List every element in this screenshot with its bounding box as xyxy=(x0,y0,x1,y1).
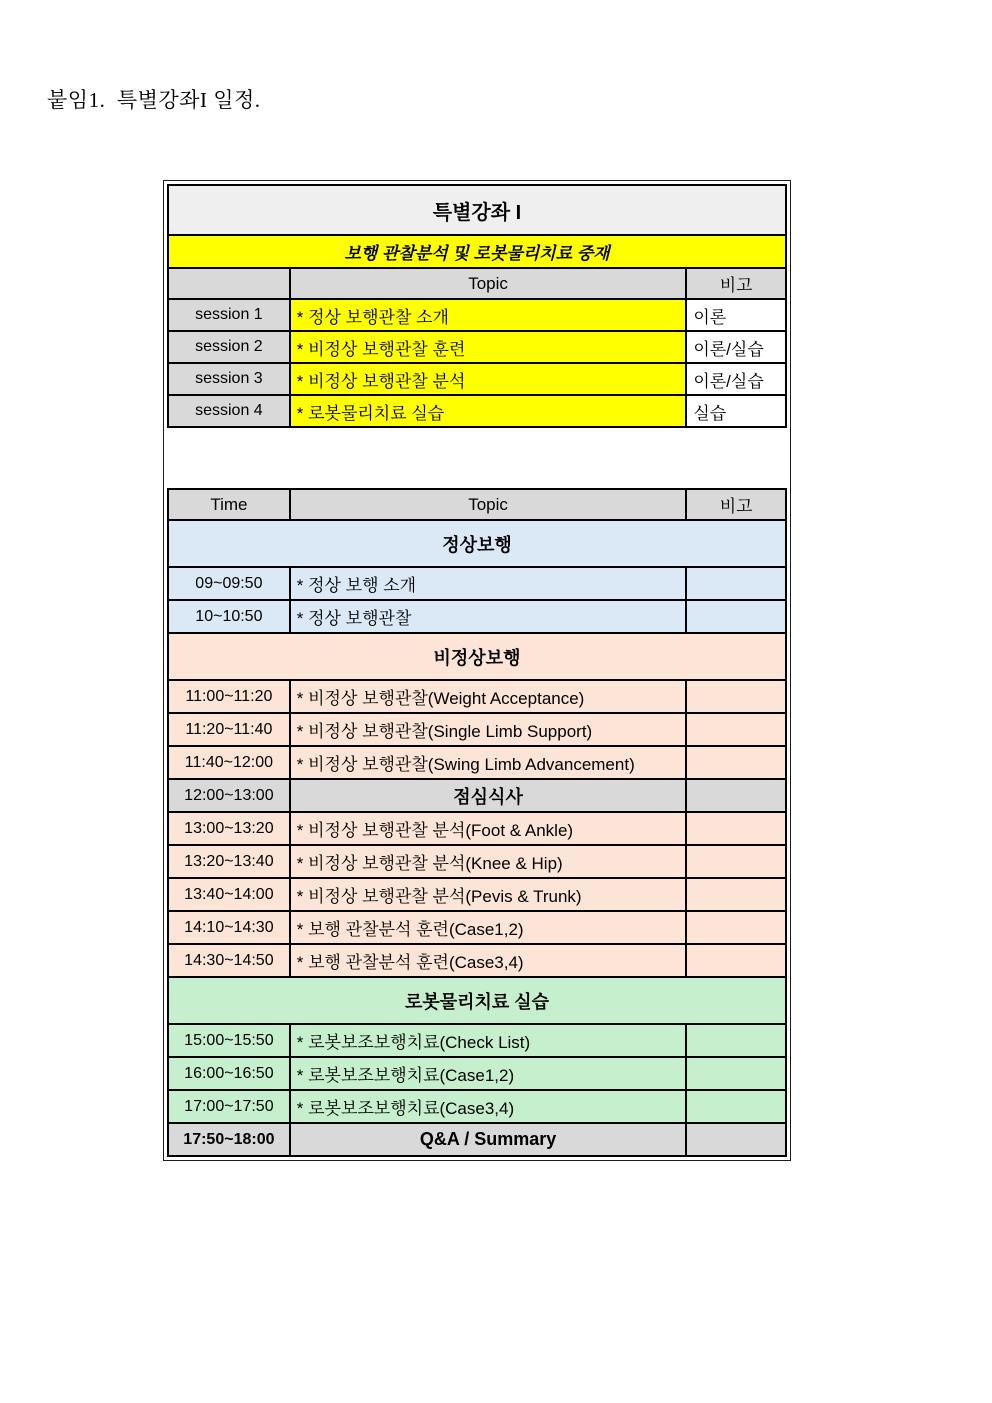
note-cell xyxy=(686,779,786,812)
timetable-row xyxy=(168,680,786,713)
note-cell xyxy=(686,713,786,746)
time-cell: 14:10~14:30 xyxy=(168,911,290,944)
section-row xyxy=(168,633,786,680)
session-note-cell: 실습 xyxy=(686,395,786,427)
session-topic-cell: * 로봇물리치료 실습 xyxy=(290,395,687,427)
time-cell: 11:20~11:40 xyxy=(168,713,290,746)
topic-cell: * 로봇보조보행치료(Case1,2) xyxy=(290,1057,687,1090)
timetable xyxy=(167,488,787,1157)
header-note: 비고 xyxy=(686,489,786,520)
time-cell: 17:50~18:00 xyxy=(168,1123,290,1156)
session-label-cell: session 4 xyxy=(168,395,290,427)
note-cell xyxy=(686,845,786,878)
timetable-row xyxy=(168,812,786,845)
section-row xyxy=(168,977,786,1024)
time-cell: 14:30~14:50 xyxy=(168,944,290,977)
session-row xyxy=(168,299,786,331)
time-cell: 17:00~17:50 xyxy=(168,1090,290,1123)
course-header-row xyxy=(168,268,786,299)
section-title-cell: 정상보행 xyxy=(168,520,786,567)
note-cell xyxy=(686,1123,786,1156)
course-subtitle: 보행 관찰분석 및 로봇물리치료 중재 xyxy=(168,235,786,268)
header-time: Time xyxy=(168,489,290,520)
timetable-row xyxy=(168,567,786,600)
note-cell xyxy=(686,878,786,911)
timetable-row xyxy=(168,600,786,633)
topic-cell: * 비정상 보행관찰(Swing Limb Advancement) xyxy=(290,746,687,779)
note-cell xyxy=(686,680,786,713)
session-row xyxy=(168,331,786,363)
section-row xyxy=(168,520,786,567)
break-label-cell: Q&A / Summary xyxy=(290,1123,687,1156)
topic-cell: * 보행 관찰분석 훈련(Case1,2) xyxy=(290,911,687,944)
page-title: 붙임1. 특별강좌I 일정. xyxy=(47,88,261,112)
timetable-row xyxy=(168,911,786,944)
break-label-cell: 점심식사 xyxy=(290,779,687,812)
section-title-cell: 비정상보행 xyxy=(168,633,786,680)
note-cell xyxy=(686,1024,786,1057)
topic-cell: * 비정상 보행관찰(Weight Acceptance) xyxy=(290,680,687,713)
timetable-row xyxy=(168,1090,786,1123)
time-cell: 16:00~16:50 xyxy=(168,1057,290,1090)
session-label-cell: session 1 xyxy=(168,299,290,331)
session-note-cell: 이론/실습 xyxy=(686,331,786,363)
timetable-row xyxy=(168,746,786,779)
session-label-cell: session 3 xyxy=(168,363,290,395)
timetable-row xyxy=(168,713,786,746)
topic-cell: * 보행 관찰분석 훈련(Case3,4) xyxy=(290,944,687,977)
time-cell: 11:40~12:00 xyxy=(168,746,290,779)
time-cell: 12:00~13:00 xyxy=(168,779,290,812)
break-row xyxy=(168,1123,786,1156)
header-note: 비고 xyxy=(686,268,786,299)
session-note-cell: 이론 xyxy=(686,299,786,331)
header-topic: Topic xyxy=(290,489,687,520)
note-cell xyxy=(686,746,786,779)
timetable-row xyxy=(168,1057,786,1090)
header-session xyxy=(168,268,290,299)
topic-cell: * 정상 보행관찰 xyxy=(290,600,687,633)
session-topic-cell: * 비정상 보행관찰 분석 xyxy=(290,363,687,395)
header-topic: Topic xyxy=(290,268,687,299)
time-cell: 13:00~13:20 xyxy=(168,812,290,845)
course-overview-table xyxy=(167,184,787,428)
note-cell xyxy=(686,1090,786,1123)
note-cell xyxy=(686,600,786,633)
session-label-cell: session 2 xyxy=(168,331,290,363)
course-title-row xyxy=(168,185,786,235)
note-cell xyxy=(686,911,786,944)
break-row xyxy=(168,779,786,812)
time-cell: 11:00~11:20 xyxy=(168,680,290,713)
time-cell: 09~09:50 xyxy=(168,567,290,600)
timetable-header-row xyxy=(168,489,786,520)
session-note-cell: 이론/실습 xyxy=(686,363,786,395)
topic-cell: * 비정상 보행관찰(Single Limb Support) xyxy=(290,713,687,746)
timetable-row xyxy=(168,845,786,878)
session-row xyxy=(168,395,786,427)
session-row xyxy=(168,363,786,395)
tables-gap xyxy=(167,428,787,488)
session-topic-cell: * 정상 보행관찰 소개 xyxy=(290,299,687,331)
timetable-row xyxy=(168,1024,786,1057)
session-topic-cell: * 비정상 보행관찰 훈련 xyxy=(290,331,687,363)
timetable-row xyxy=(168,878,786,911)
course-subtitle-row xyxy=(168,235,786,268)
timetable-row xyxy=(168,944,786,977)
note-cell xyxy=(686,1057,786,1090)
topic-cell: * 로봇보조보행치료(Case3,4) xyxy=(290,1090,687,1123)
topic-cell: * 비정상 보행관찰 분석(Knee & Hip) xyxy=(290,845,687,878)
topic-cell: * 비정상 보행관찰 분석(Pevis & Trunk) xyxy=(290,878,687,911)
topic-cell: * 정상 보행 소개 xyxy=(290,567,687,600)
note-cell xyxy=(686,567,786,600)
time-cell: 13:40~14:00 xyxy=(168,878,290,911)
time-cell: 15:00~15:50 xyxy=(168,1024,290,1057)
schedule-frame xyxy=(163,180,791,1161)
time-cell: 13:20~13:40 xyxy=(168,845,290,878)
note-cell xyxy=(686,812,786,845)
topic-cell: * 비정상 보행관찰 분석(Foot & Ankle) xyxy=(290,812,687,845)
section-title-cell: 로봇물리치료 실습 xyxy=(168,977,786,1024)
note-cell xyxy=(686,944,786,977)
time-cell: 10~10:50 xyxy=(168,600,290,633)
topic-cell: * 로봇보조보행치료(Check List) xyxy=(290,1024,687,1057)
course-title: 특별강좌 I xyxy=(168,185,786,235)
